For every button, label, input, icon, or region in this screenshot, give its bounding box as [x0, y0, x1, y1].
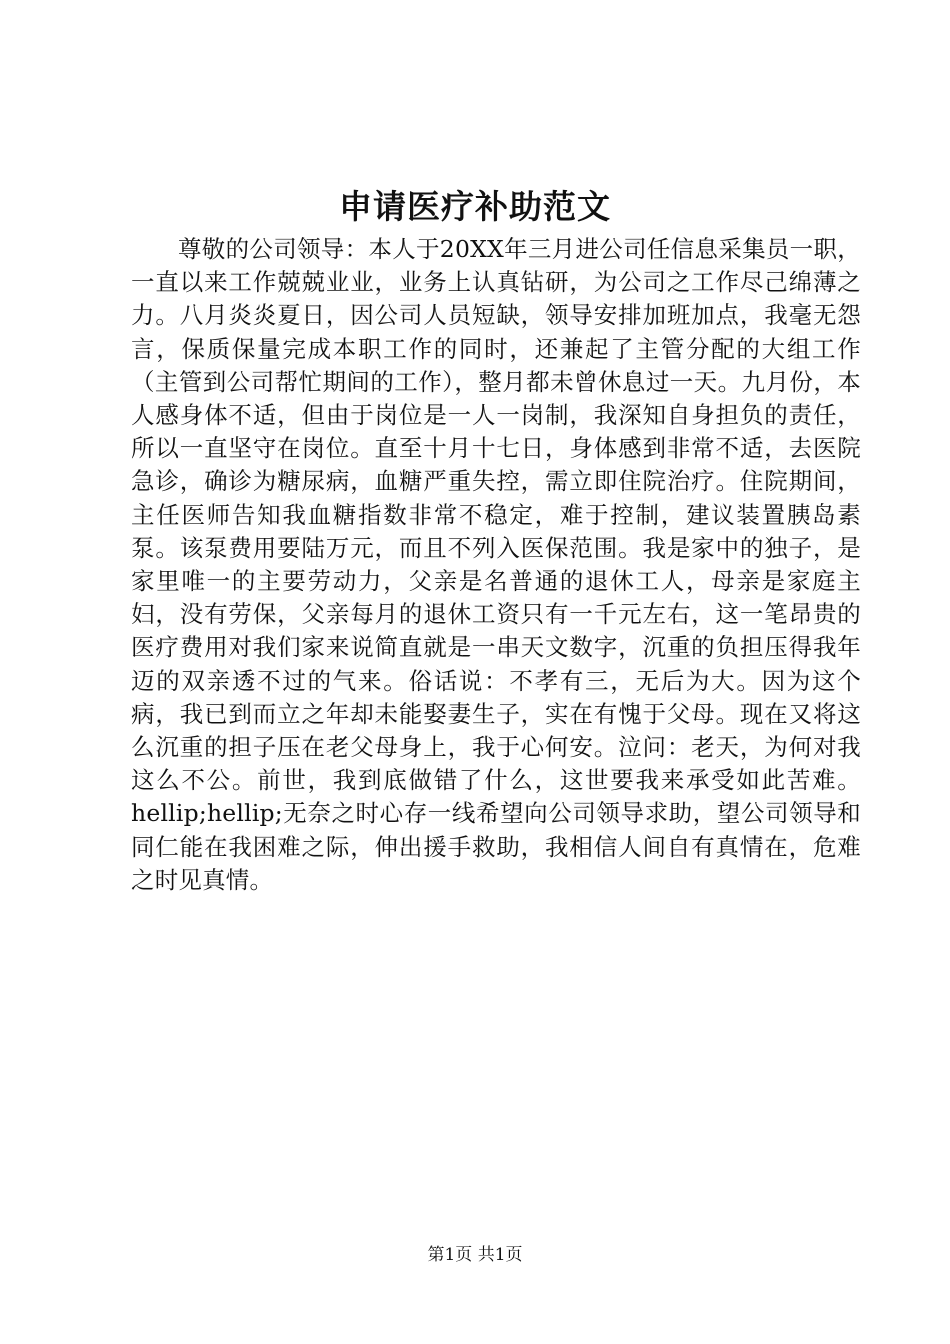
body-paragraph: 尊敬的公司领导：本人于20XX年三月进公司任信息采集员一职，一直以来工作兢兢业业，业务上认真钻研，为公司之工作尽己绵薄之力。八月炎炎夏日，因公司人员短缺，领导安排加班加点，我毫无怨言，保质保量完成本职工作的同时，还兼起了主管分配的大组工作（主管到公司帮忙期间的工作），整月都未曾休息过一天。九月份，本人感身体不适，但由于岗位是一人一岗制，我深知自身担负的责任，所以一直坚守在岗位。直至十月十七日，身体感到非常不适，去医院急诊，确诊为糖尿病，血糖严重失控，需立即住院治疗。住院期间，主任医师告知我血糖指数非常不稳定，难于控制，建议装置胰岛素泵。该泵费用要陆万元，而且不列入医保范围。我是家中的独子，是家里唯一的主要劳动力，父亲是名普通的退休工人，母亲是家庭主妇，没有劳保，父亲每月的退休工资只有一千元左右，这一笔昂贵的医疗费用对我们家来说简直就是一串天文数字，沉重的负担压得我年迈的双亲透不过的气来。俗话说：不孝有三，无后为大。因为这个病，我已到而立之年却未能娶妻生子，实在有愧于父母。现在又将这么沉重的担子压在老父母身上，我于心何安。泣问：老天，为何对我这么不公。前世，我到底做错了什么，这世要我来承受如此苦难。hellip;hellip;无奈之时心存一线希望向公司领导求助，望公司领导和同仁能在我困难之际，伸出援手救助，我相信人间自有真情在，危难之时见真情。 [131, 235, 861, 894]
page-number-footer: 第1页 共1页 [427, 1245, 523, 1265]
page-title: 申请医疗补助范文 [339, 187, 611, 226]
